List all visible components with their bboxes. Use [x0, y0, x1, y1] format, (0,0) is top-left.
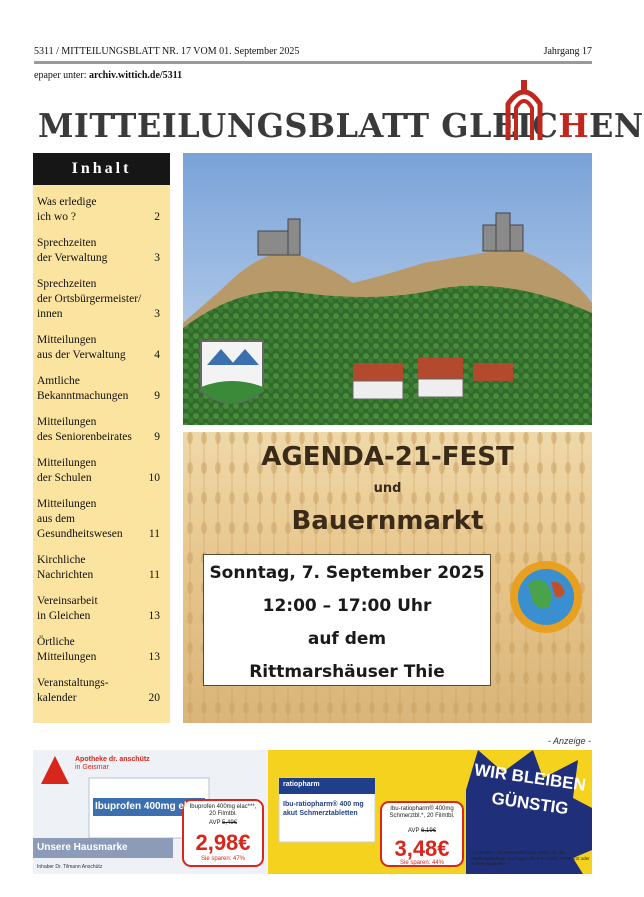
toc-item-page: 13 [148, 651, 160, 663]
castles-illustration [183, 153, 592, 425]
header-rule [34, 61, 592, 64]
toc-item-page: 3 [154, 252, 160, 264]
toc-item-page: 11 [148, 528, 160, 540]
toc-item-page: 9 [154, 431, 160, 443]
product1-saving: Sie sparen: 47% [200, 856, 246, 862]
volume-info: Jahrgang 17 [543, 46, 592, 57]
toc-item[interactable] [37, 195, 160, 225]
epaper-line [34, 70, 182, 81]
event-place: Rittmarshäuser Thie [249, 662, 445, 682]
toc-item-label: Örtliche Mitteilungen [37, 636, 97, 663]
event-conjunction: und [373, 481, 402, 496]
toc-item-label: Mitteilungen des Seniorenbeirates [37, 416, 132, 443]
product2-brand: ratiopharm [283, 781, 320, 788]
issue-info: 5311 / MITTEILUNGSBLATT NR. 17 VOM 01. September 2025 [34, 46, 300, 57]
castle-arch-logo [494, 76, 554, 146]
pharmacy-location: in Geismar [75, 764, 109, 771]
toc-item-page: 2 [154, 211, 160, 223]
product2-box-label: Ibu-ratiopharm® 400 mg akut Schmerztabletten [283, 801, 364, 817]
brand-band: Unsere Hausmarke [37, 842, 128, 853]
masthead-mark: H [558, 106, 590, 145]
toc-item[interactable] [37, 236, 160, 266]
issue-header [34, 46, 592, 57]
toc-item-label: Was erledige ich wo ? [37, 196, 97, 223]
table-of-contents [33, 153, 170, 723]
pharmacy-owner: Inhaber Dr. Tilmann Anschütz [37, 864, 103, 870]
product2-price: 3,48€ [394, 836, 450, 861]
pharmacy-name: Apotheke dr. anschütz [75, 756, 150, 763]
toc-item[interactable] [37, 456, 160, 486]
ad-disclaimer: *Zu Risiken und Nebenwirkungen lesen Sie die Packungsbeilage und fragen Sie Ihre Ärztin, Ihren Arzt oder in Ihrer Apotheke. [471, 850, 590, 866]
toc-heading: Inhalt [33, 153, 170, 185]
event-subtitle: Bauernmarkt [291, 506, 484, 536]
slogan-line2: GÜNSTIG [490, 788, 570, 819]
pharmacy-ad[interactable] [33, 750, 592, 874]
slogan-line1: WIR BLEIBEN [473, 760, 588, 795]
toc-item[interactable] [37, 594, 160, 624]
toc-item-label: Sprechzeiten der Verwaltung [37, 237, 108, 264]
event-title: AGENDA-21-FEST [261, 442, 514, 472]
product2-desc: Ibu-ratiopharm® 400mg Schmerztbl.*, 20 Filmtbl. [389, 806, 455, 819]
product1-avp: AVP 5,49€ [208, 820, 238, 826]
product1-price: 2,98€ [195, 830, 251, 855]
toc-item-label: Kirchliche Nachrichten [37, 554, 94, 581]
toc-item-page: 4 [154, 349, 160, 361]
toc-item-label: Mitteilungen aus der Verwaltung [37, 334, 126, 361]
event-poster [183, 432, 592, 723]
product2-saving: Sie sparen: 44% [399, 860, 445, 866]
event-info-box [203, 554, 491, 686]
event-date: Sonntag, 7. September 2025 [209, 563, 485, 583]
toc-item-page: 10 [148, 472, 160, 484]
toc-item[interactable] [37, 415, 160, 445]
epaper-link[interactable]: archiv.wittich.de/5311 [88, 70, 183, 81]
epaper-label: epaper unter: [34, 70, 87, 81]
toc-item-label: Veranstaltungs- kalender [37, 677, 109, 704]
toc-item[interactable] [37, 497, 160, 542]
toc-item[interactable] [37, 553, 160, 583]
toc-item-page: 3 [154, 308, 160, 320]
toc-item-label: Mitteilungen aus dem Gesundheitswesen [37, 498, 123, 540]
globe-logo-icon [510, 561, 582, 633]
toc-item[interactable] [37, 374, 160, 404]
toc-item-page: 13 [148, 610, 160, 622]
toc-item-label: Amtliche Bekanntmachungen [37, 375, 129, 402]
toc-item[interactable] [37, 635, 160, 665]
toc-item-page: 20 [148, 692, 160, 704]
toc-list [33, 185, 170, 706]
toc-item[interactable] [37, 333, 160, 363]
ad-label: - Anzeige - [547, 736, 591, 746]
toc-item[interactable] [37, 277, 160, 322]
product2-avp: AVP 6,19€ [407, 828, 437, 834]
masthead [34, 92, 644, 152]
product1-desc: Ibuprofen 400mg elac***, 20 Filmtbl. [189, 804, 257, 817]
event-time: 12:00 – 17:00 Uhr [262, 596, 432, 616]
toc-item-label: Vereinsarbeit in Gleichen [37, 595, 98, 622]
masthead-title: MITTEILUNGSBLATT GLEICHEN [38, 106, 644, 145]
toc-item-page: 9 [154, 390, 160, 402]
toc-item-page: 11 [148, 569, 160, 581]
toc-item-label: Sprechzeiten der Ortsbürgermeister/ innen [37, 278, 142, 320]
product1-box-label: Ibuprofen 400mg elac [95, 801, 198, 812]
coat-of-arms-icon [201, 341, 263, 403]
toc-item-label: Mitteilungen der Schulen [37, 457, 97, 484]
toc-item[interactable] [37, 676, 160, 706]
event-prep: auf dem [307, 629, 387, 649]
